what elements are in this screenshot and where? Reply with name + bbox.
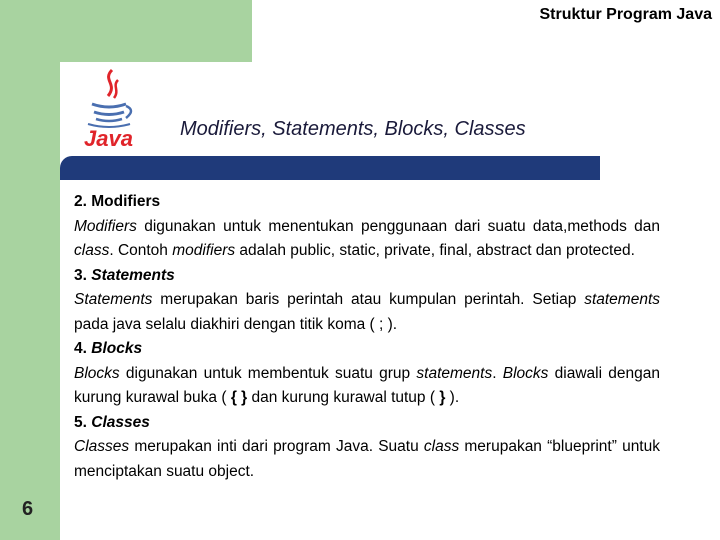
title-bar	[60, 156, 600, 180]
page-number: 6	[22, 498, 34, 520]
heading-modifiers: 2. Modifiers	[74, 193, 161, 210]
header-title: Struktur Program Java	[539, 6, 712, 23]
paragraph-classes: Classes merupakan inti dari program Java. Suatu class merupakan “blueprint” untuk menciptakan suatu object.	[74, 438, 660, 480]
paragraph-blocks: Blocks digunakan untuk membentuk suatu grup statements. Blocks diawali dengan kurung kurawal buka ( { } dan kurung kurawal tutup ( } ).	[74, 364, 660, 406]
paragraph-modifiers: Modifiers digunakan untuk menentukan penggunaan dari suatu data,methods dan class. Contoh modifiers adalah public, static, private, final, abstract dan protected.	[74, 217, 660, 259]
slide-title: Modifiers, Statements, Blocks, Classes	[180, 118, 526, 140]
heading-blocks: 4. Blocks	[74, 340, 143, 357]
heading-statements: 3. Statements	[74, 266, 175, 284]
paragraph-statements: Statements merupakan baris perintah atau kumpulan perintah. Setiap statements pada java selalu diakhiri dengan titik koma ( ; ).	[74, 291, 660, 333]
decor-green-left	[0, 0, 60, 540]
heading-classes: 5. Classes	[74, 413, 150, 431]
java-logo	[78, 66, 140, 152]
java-cup-icon	[78, 66, 140, 152]
slide-body	[74, 190, 660, 484]
java-logo-text: Java	[84, 126, 133, 151]
